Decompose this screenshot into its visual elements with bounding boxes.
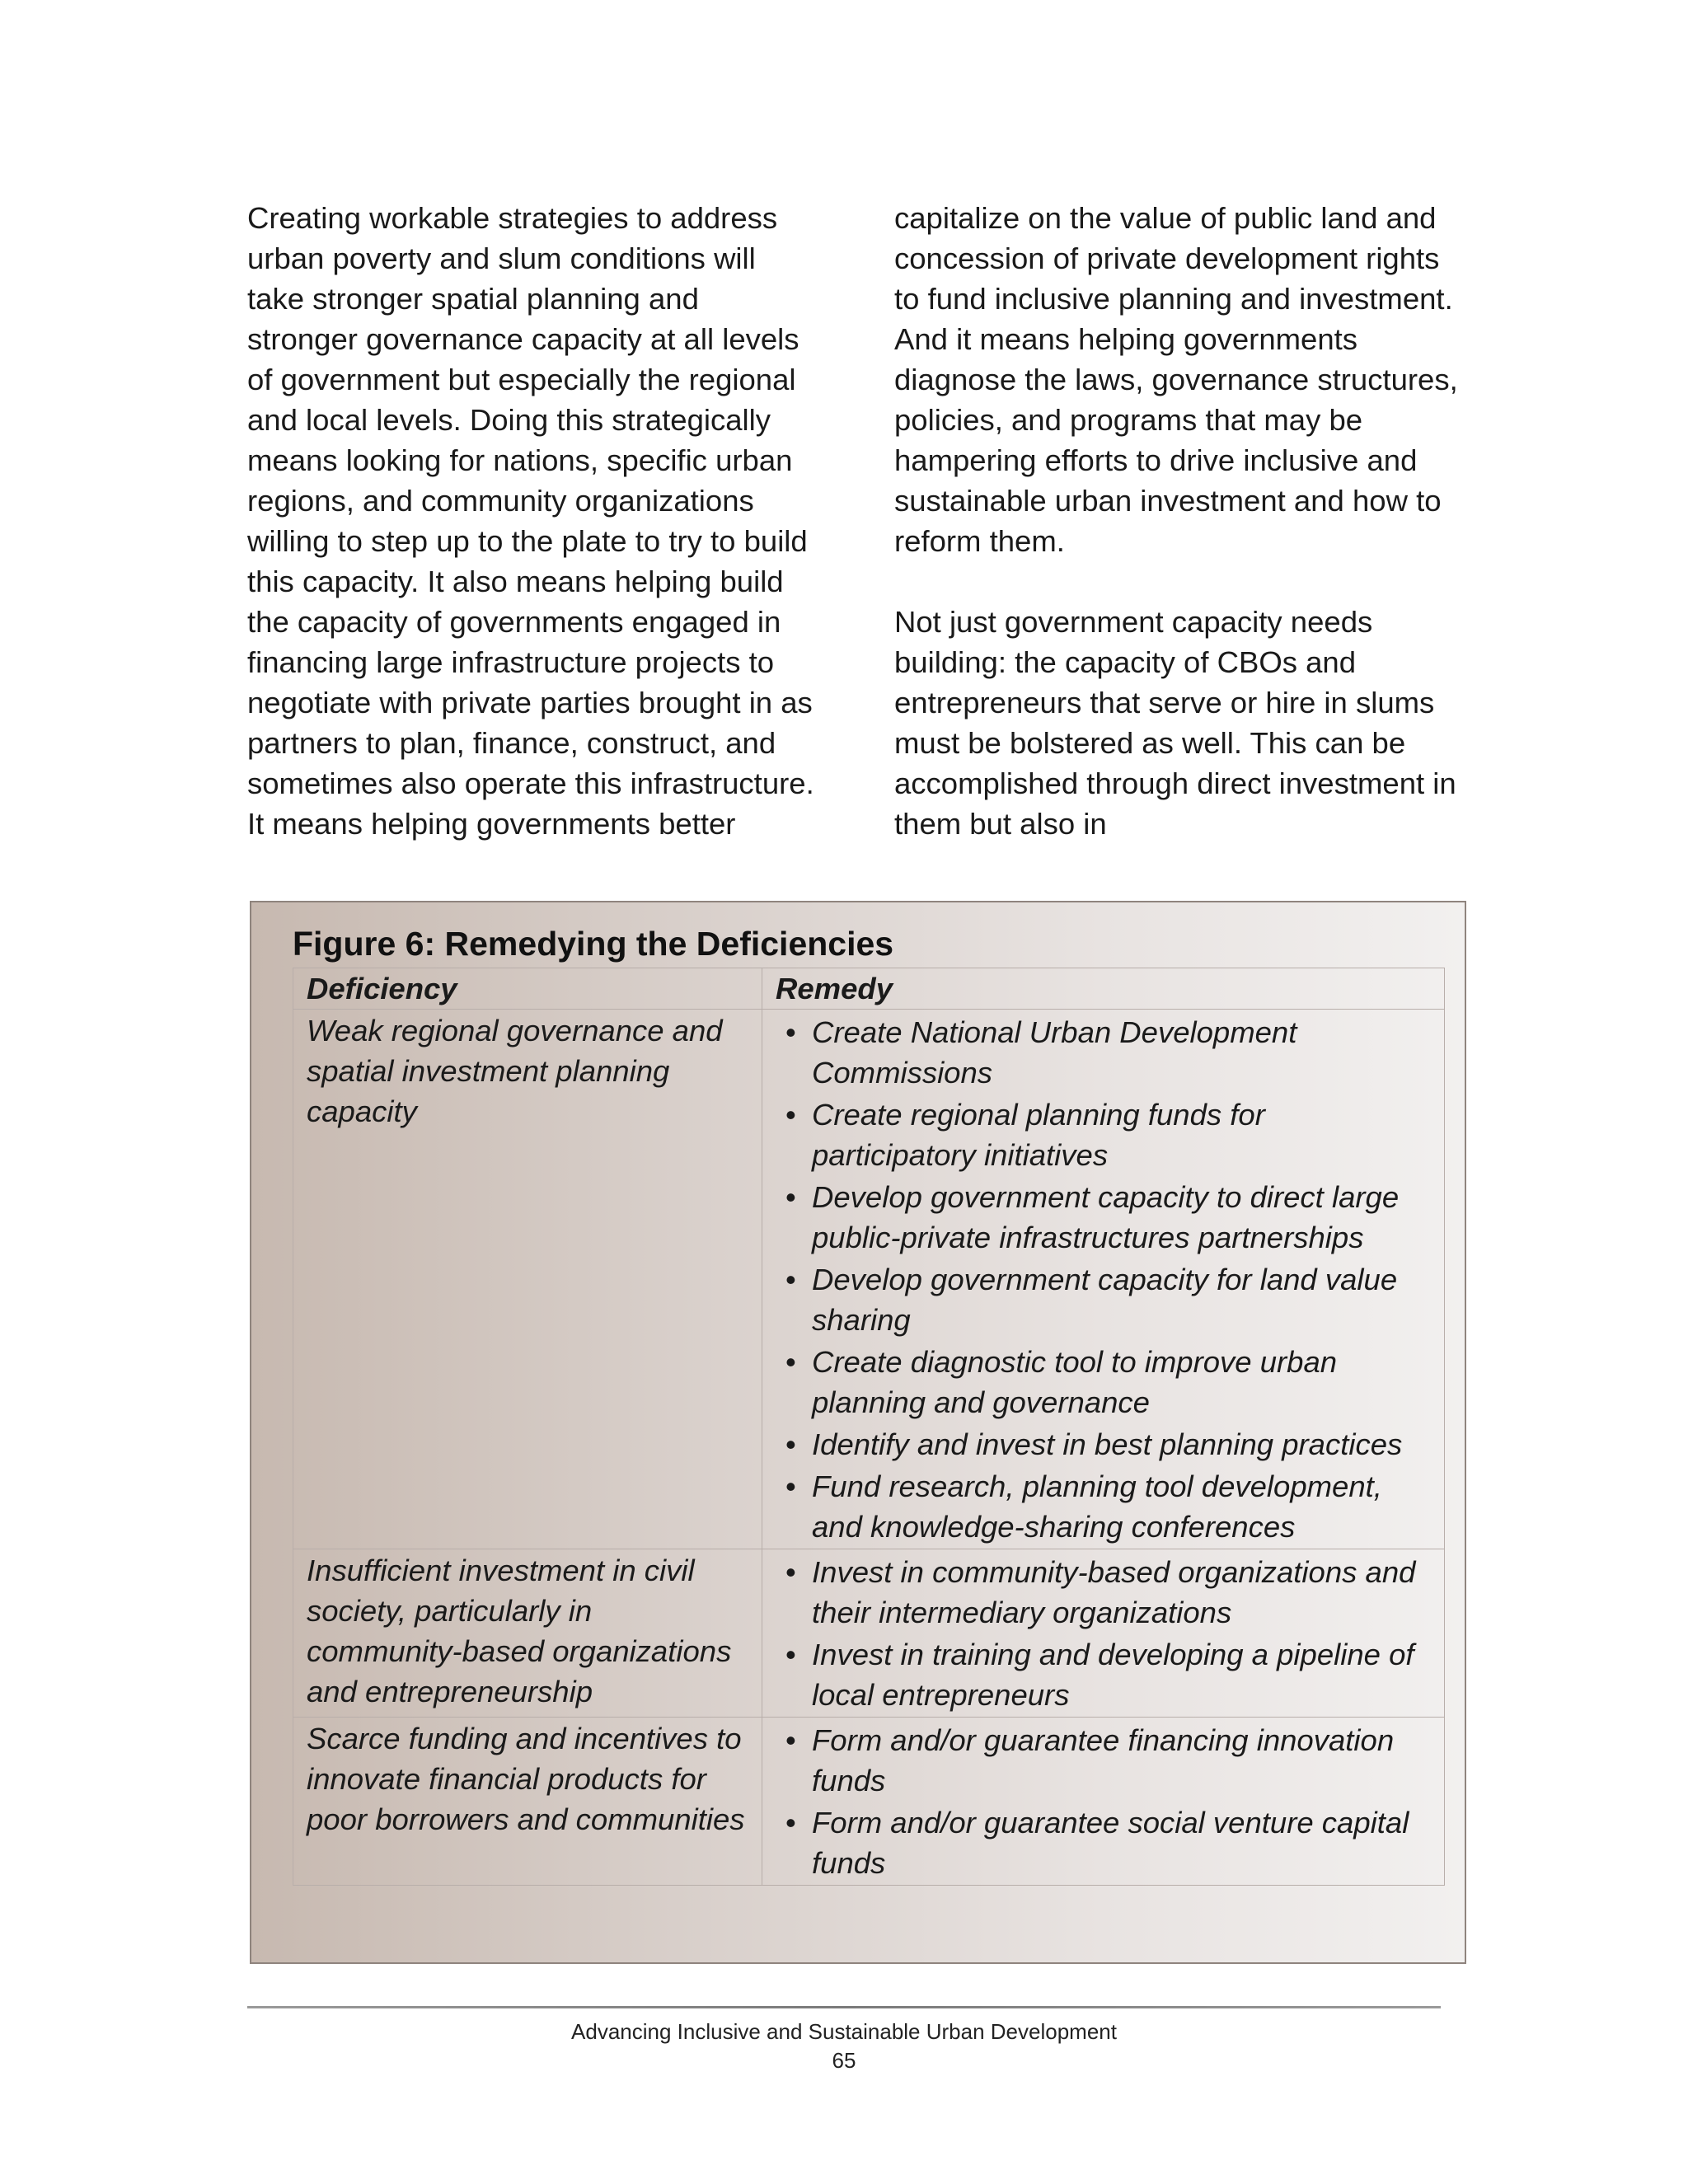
remedy-text: Develop government capacity to direct large public-private infrastructures partnerships bbox=[812, 1180, 1400, 1254]
list-item bbox=[776, 1177, 1431, 1258]
remedy-cell bbox=[762, 1549, 1445, 1718]
bullet-icon: • bbox=[785, 1638, 796, 1671]
remedy-text: Form and/or guarantee financing innovation funds bbox=[812, 1723, 1395, 1797]
remedy-text: Create regional planning funds for participatory initiatives bbox=[812, 1098, 1265, 1172]
bullet-icon: • bbox=[785, 1723, 796, 1757]
bullet-icon: • bbox=[785, 1015, 796, 1049]
bullet-icon: • bbox=[785, 1263, 796, 1296]
body-paragraph: Creating workable strategies to address urban poverty and slum conditions will take stronger spatial planning and stronger governance capacity at all levels of government but especially the regional and local levels. Doing this strategically means looking for nations, specific urban regions, and community organizations willing to step up to the plate to try to build this capacity. It also means helping build the capacity of governments engaged in financing large infrastructure projects to negotiate with private parties brought in as partners to plan, finance, construct, and sometimes also operate this infrastructure. It means helping governments better bbox=[247, 201, 814, 841]
remedy-list bbox=[776, 1552, 1431, 1715]
bullet-icon: • bbox=[785, 1180, 796, 1214]
left-text-column bbox=[247, 198, 816, 844]
list-item bbox=[776, 1552, 1431, 1633]
bullet-icon: • bbox=[785, 1806, 796, 1840]
remedy-list bbox=[776, 1720, 1431, 1883]
bullet-icon: • bbox=[785, 1427, 796, 1461]
bullet-icon: • bbox=[785, 1098, 796, 1132]
remedy-table bbox=[293, 968, 1445, 1886]
column-header-remedy: Remedy bbox=[762, 968, 1445, 1010]
list-item bbox=[776, 1012, 1431, 1093]
table-header-row bbox=[293, 968, 1445, 1010]
list-item bbox=[776, 1634, 1431, 1715]
remedy-cell bbox=[762, 1010, 1445, 1549]
remedy-cell bbox=[762, 1718, 1445, 1886]
footer-title: Advancing Inclusive and Sustainable Urban Development bbox=[571, 2019, 1117, 2044]
table-row bbox=[293, 1010, 1445, 1549]
bullet-icon: • bbox=[785, 1469, 796, 1503]
table-row bbox=[293, 1718, 1445, 1886]
list-item bbox=[776, 1094, 1431, 1175]
body-paragraph: Not just government capacity needs building: the capacity of CBOs and entrepreneurs that serve or hire in slums must be bolstered as well. This can be accomplished through direct investment in them but also in bbox=[894, 605, 1456, 841]
body-paragraph: capitalize on the value of public land and concession of private development rights to fund inclusive planning and investment. And it means helping governments diagnose the laws, governance structures, policies, and programs that may be hampering efforts to drive inclusive and sustainable urban investment and how to reform them. bbox=[894, 201, 1458, 558]
right-text-column bbox=[894, 198, 1463, 844]
bullet-icon: • bbox=[785, 1555, 796, 1589]
table-row bbox=[293, 1549, 1445, 1718]
remedy-text: Create diagnostic tool to improve urban planning and governance bbox=[812, 1345, 1338, 1419]
deficiency-cell: Insufficient investment in civil society, particularly in community-based organizations and entrepreneurship bbox=[293, 1549, 762, 1718]
remedy-text: Identify and invest in best planning practices bbox=[812, 1427, 1403, 1461]
remedy-text: Invest in community-based organizations and their intermediary organizations bbox=[812, 1555, 1416, 1629]
deficiency-cell: Weak regional governance and spatial investment planning capacity bbox=[293, 1010, 762, 1549]
remedy-text: Form and/or guarantee social venture capital funds bbox=[812, 1806, 1409, 1880]
list-item bbox=[776, 1802, 1431, 1883]
list-item bbox=[776, 1424, 1431, 1465]
footer-divider bbox=[247, 2006, 1441, 2008]
page-number: 65 bbox=[832, 2048, 856, 2073]
remedy-text: Fund research, planning tool development, and knowledge-sharing conferences bbox=[812, 1469, 1382, 1544]
remedy-text: Invest in training and developing a pipeline of local entrepreneurs bbox=[812, 1638, 1414, 1712]
bullet-icon: • bbox=[785, 1345, 796, 1379]
list-item bbox=[776, 1720, 1431, 1801]
deficiency-cell: Scarce funding and incentives to innovate financial products for poor borrowers and communities bbox=[293, 1718, 762, 1886]
remedy-text: Create National Urban Development Commissions bbox=[812, 1015, 1297, 1090]
column-header-deficiency: Deficiency bbox=[293, 968, 762, 1010]
list-item bbox=[776, 1259, 1431, 1340]
figure-panel bbox=[250, 901, 1466, 1964]
list-item bbox=[776, 1342, 1431, 1422]
figure-title: Figure 6: Remedying the Deficiencies bbox=[293, 925, 894, 963]
remedy-text: Develop government capacity for land value sharing bbox=[812, 1263, 1398, 1337]
remedy-list bbox=[776, 1012, 1431, 1547]
list-item bbox=[776, 1466, 1431, 1547]
